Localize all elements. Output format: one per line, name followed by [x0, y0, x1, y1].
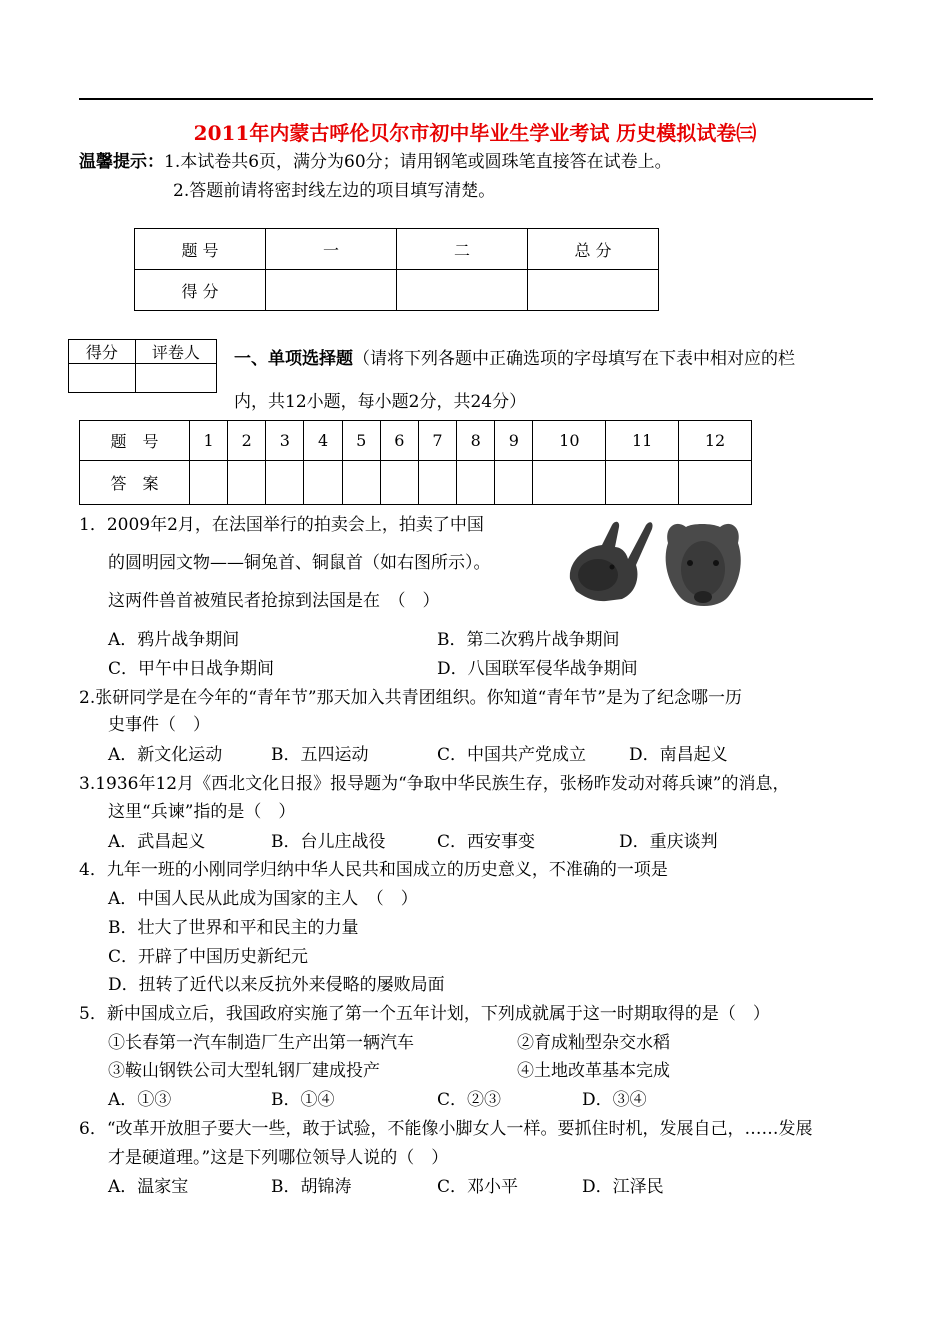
question-3-option-d: D．重庆谈判	[619, 832, 718, 852]
answer-table	[79, 420, 752, 505]
answer-number-cell: 2	[228, 421, 266, 461]
score-input-cell[interactable]	[528, 270, 659, 311]
section-instruction-2: 内，共12小题，每小题2分，共24分）	[234, 392, 527, 412]
answer-label: 答 案	[80, 461, 190, 505]
question-1-option-b: B．第二次鸦片战争期间	[437, 630, 620, 650]
answer-input-cell[interactable]	[342, 461, 380, 505]
question-6-option-b: B．胡锦涛	[271, 1177, 352, 1197]
score-header-cell: 题 号	[135, 229, 266, 270]
question-1-option-c: C．甲午中日战争期间	[108, 659, 275, 679]
score-header-cell: 二	[397, 229, 528, 270]
score-header-cell: 一	[266, 229, 397, 270]
question-1-line-3: 这两件兽首被殖民者抢掠到法国是在 （ ）	[108, 591, 440, 611]
question-4-option-b: B．壮大了世界和平和民主的力量	[108, 918, 359, 938]
notice-label: 温馨提示：	[79, 152, 164, 172]
answer-number-cell: 9	[495, 421, 533, 461]
grader-score-cell[interactable]	[69, 364, 136, 393]
question-1-line-1: 1．2009年2月，在法国举行的拍卖会上，拍卖了中国	[79, 515, 484, 535]
question-5-option-c: C．②③	[437, 1090, 502, 1110]
notice-line-1	[79, 147, 672, 172]
question-5-line-1: 5．新中国成立后，我国政府实施了第一个五年计划，下列成就属于这一时期取得的是（ ）	[79, 1004, 770, 1024]
question-3-line-2: 这里“兵谏”指的是（ ）	[108, 802, 296, 822]
answer-input-cell[interactable]	[679, 461, 752, 505]
answer-number-cell: 7	[418, 421, 456, 461]
answer-number-cell: 5	[342, 421, 380, 461]
score-input-cell[interactable]	[397, 270, 528, 311]
answer-input-cell[interactable]	[190, 461, 228, 505]
section-heading: 一、单项选择题	[234, 349, 353, 369]
answer-number-cell: 4	[304, 421, 342, 461]
question-6-line-2: 才是硬道理。”这是下列哪位领导人说的（ ）	[108, 1148, 449, 1168]
question-1-option-a: A．鸦片战争期间	[108, 630, 240, 650]
answer-input-cell[interactable]	[457, 461, 495, 505]
notice-text-1: 1.本试卷共6页，满分为60分；请用钢笔或圆珠笔直接答在试卷上。	[164, 152, 672, 172]
question-4-option-c: C．开辟了中国历史新纪元	[108, 947, 309, 967]
page-title: 2011年内蒙古呼伦贝尔市初中毕业生学业考试 历史模拟试卷㈢	[193, 121, 757, 145]
question-3-option-a: A．武昌起义	[108, 832, 206, 852]
answer-number-cell: 6	[380, 421, 418, 461]
bronze-heads-image	[562, 517, 762, 612]
answer-number-cell: 8	[457, 421, 495, 461]
answer-input-cell[interactable]	[304, 461, 342, 505]
question-3-line-1: 3.1936年12月《西北文化日报》报导题为“争取中华民族生存，张杨昨发动对蒋兵谏”的消息，	[79, 774, 790, 794]
section-heading-line	[234, 344, 795, 369]
answer-input-cell[interactable]	[418, 461, 456, 505]
grader-name-cell[interactable]	[135, 364, 216, 393]
question-2-option-d: D．南昌起义	[629, 745, 728, 765]
grader-name-header: 评卷人	[135, 340, 216, 364]
bronze-rabbit-and-rat-heads	[562, 517, 762, 612]
question-5-item-2: ②育成籼型杂交水稻	[517, 1033, 670, 1053]
answer-input-cell[interactable]	[606, 461, 679, 505]
answer-input-cell[interactable]	[533, 461, 606, 505]
answer-input-cell[interactable]	[266, 461, 304, 505]
question-5-option-a: A．①③	[108, 1090, 172, 1110]
question-5-item-4: ④土地改革基本完成	[517, 1061, 670, 1081]
question-5-item-3: ③鞍山钢铁公司大型轧钢厂建成投产	[108, 1061, 380, 1081]
question-3-option-b: B．台儿庄战役	[271, 832, 386, 852]
question-2-line-2: 史事件（ ）	[108, 715, 210, 735]
question-6-option-c: C．邓小平	[437, 1177, 519, 1197]
answer-number-cell: 1	[190, 421, 228, 461]
answer-number-cell: 11	[606, 421, 679, 461]
answer-input-cell[interactable]	[495, 461, 533, 505]
section-instruction-1: （请将下列各题中正确选项的字母填写在下表中相对应的栏	[353, 349, 795, 369]
answer-number-cell: 10	[533, 421, 606, 461]
question-1-line-2: 的圆明园文物——铜兔首、铜鼠首（如右图所示）。	[108, 553, 491, 573]
question-5-option-d: D．③④	[582, 1090, 647, 1110]
answer-number-cell: 3	[266, 421, 304, 461]
question-2-option-a: A．新文化运动	[108, 745, 223, 765]
grader-table	[68, 339, 217, 393]
question-4-option-d: D．扭转了近代以来反抗外来侵略的屡败局面	[108, 975, 445, 995]
score-input-cell[interactable]	[266, 270, 397, 311]
score-header-cell: 总 分	[528, 229, 659, 270]
header-rule	[79, 98, 873, 100]
answer-input-cell[interactable]	[380, 461, 418, 505]
question-4-line-1: 4．九年一班的小刚同学归纳中华人民共和国成立的历史意义，不准确的一项是	[79, 860, 668, 880]
question-2-option-c: C．中国共产党成立	[437, 745, 587, 765]
answer-number-cell: 12	[679, 421, 752, 461]
question-3-option-c: C．西安事变	[437, 832, 536, 852]
question-6-option-a: A．温家宝	[108, 1177, 189, 1197]
question-6-option-d: D．江泽民	[582, 1177, 664, 1197]
question-2-option-b: B．五四运动	[271, 745, 369, 765]
question-6-line-1: 6．“改革开放胆子要大一些，敢于试验，不能像小脚女人一样。要抓住时机，发展自己，……发展	[79, 1119, 813, 1139]
question-2-line-1: 2.张研同学是在今年的“青年节”那天加入共青团组织。你知道“青年节”是为了纪念哪一历	[79, 688, 742, 708]
question-1-option-d: D．八国联军侵华战争期间	[437, 659, 638, 679]
notice-line-2: 2.答题前请将密封线左边的项目填写清楚。	[173, 181, 496, 201]
question-5-option-b: B．①④	[271, 1090, 335, 1110]
grader-score-header: 得分	[69, 340, 136, 364]
score-label-cell: 得 分	[135, 270, 266, 311]
score-table	[134, 228, 659, 311]
answer-number-label: 题 号	[80, 421, 190, 461]
question-5-item-1: ①长春第一汽车制造厂生产出第一辆汽车	[108, 1033, 414, 1053]
question-4-option-a: A．中国人民从此成为国家的主人 （ ）	[108, 889, 418, 909]
answer-input-cell[interactable]	[228, 461, 266, 505]
